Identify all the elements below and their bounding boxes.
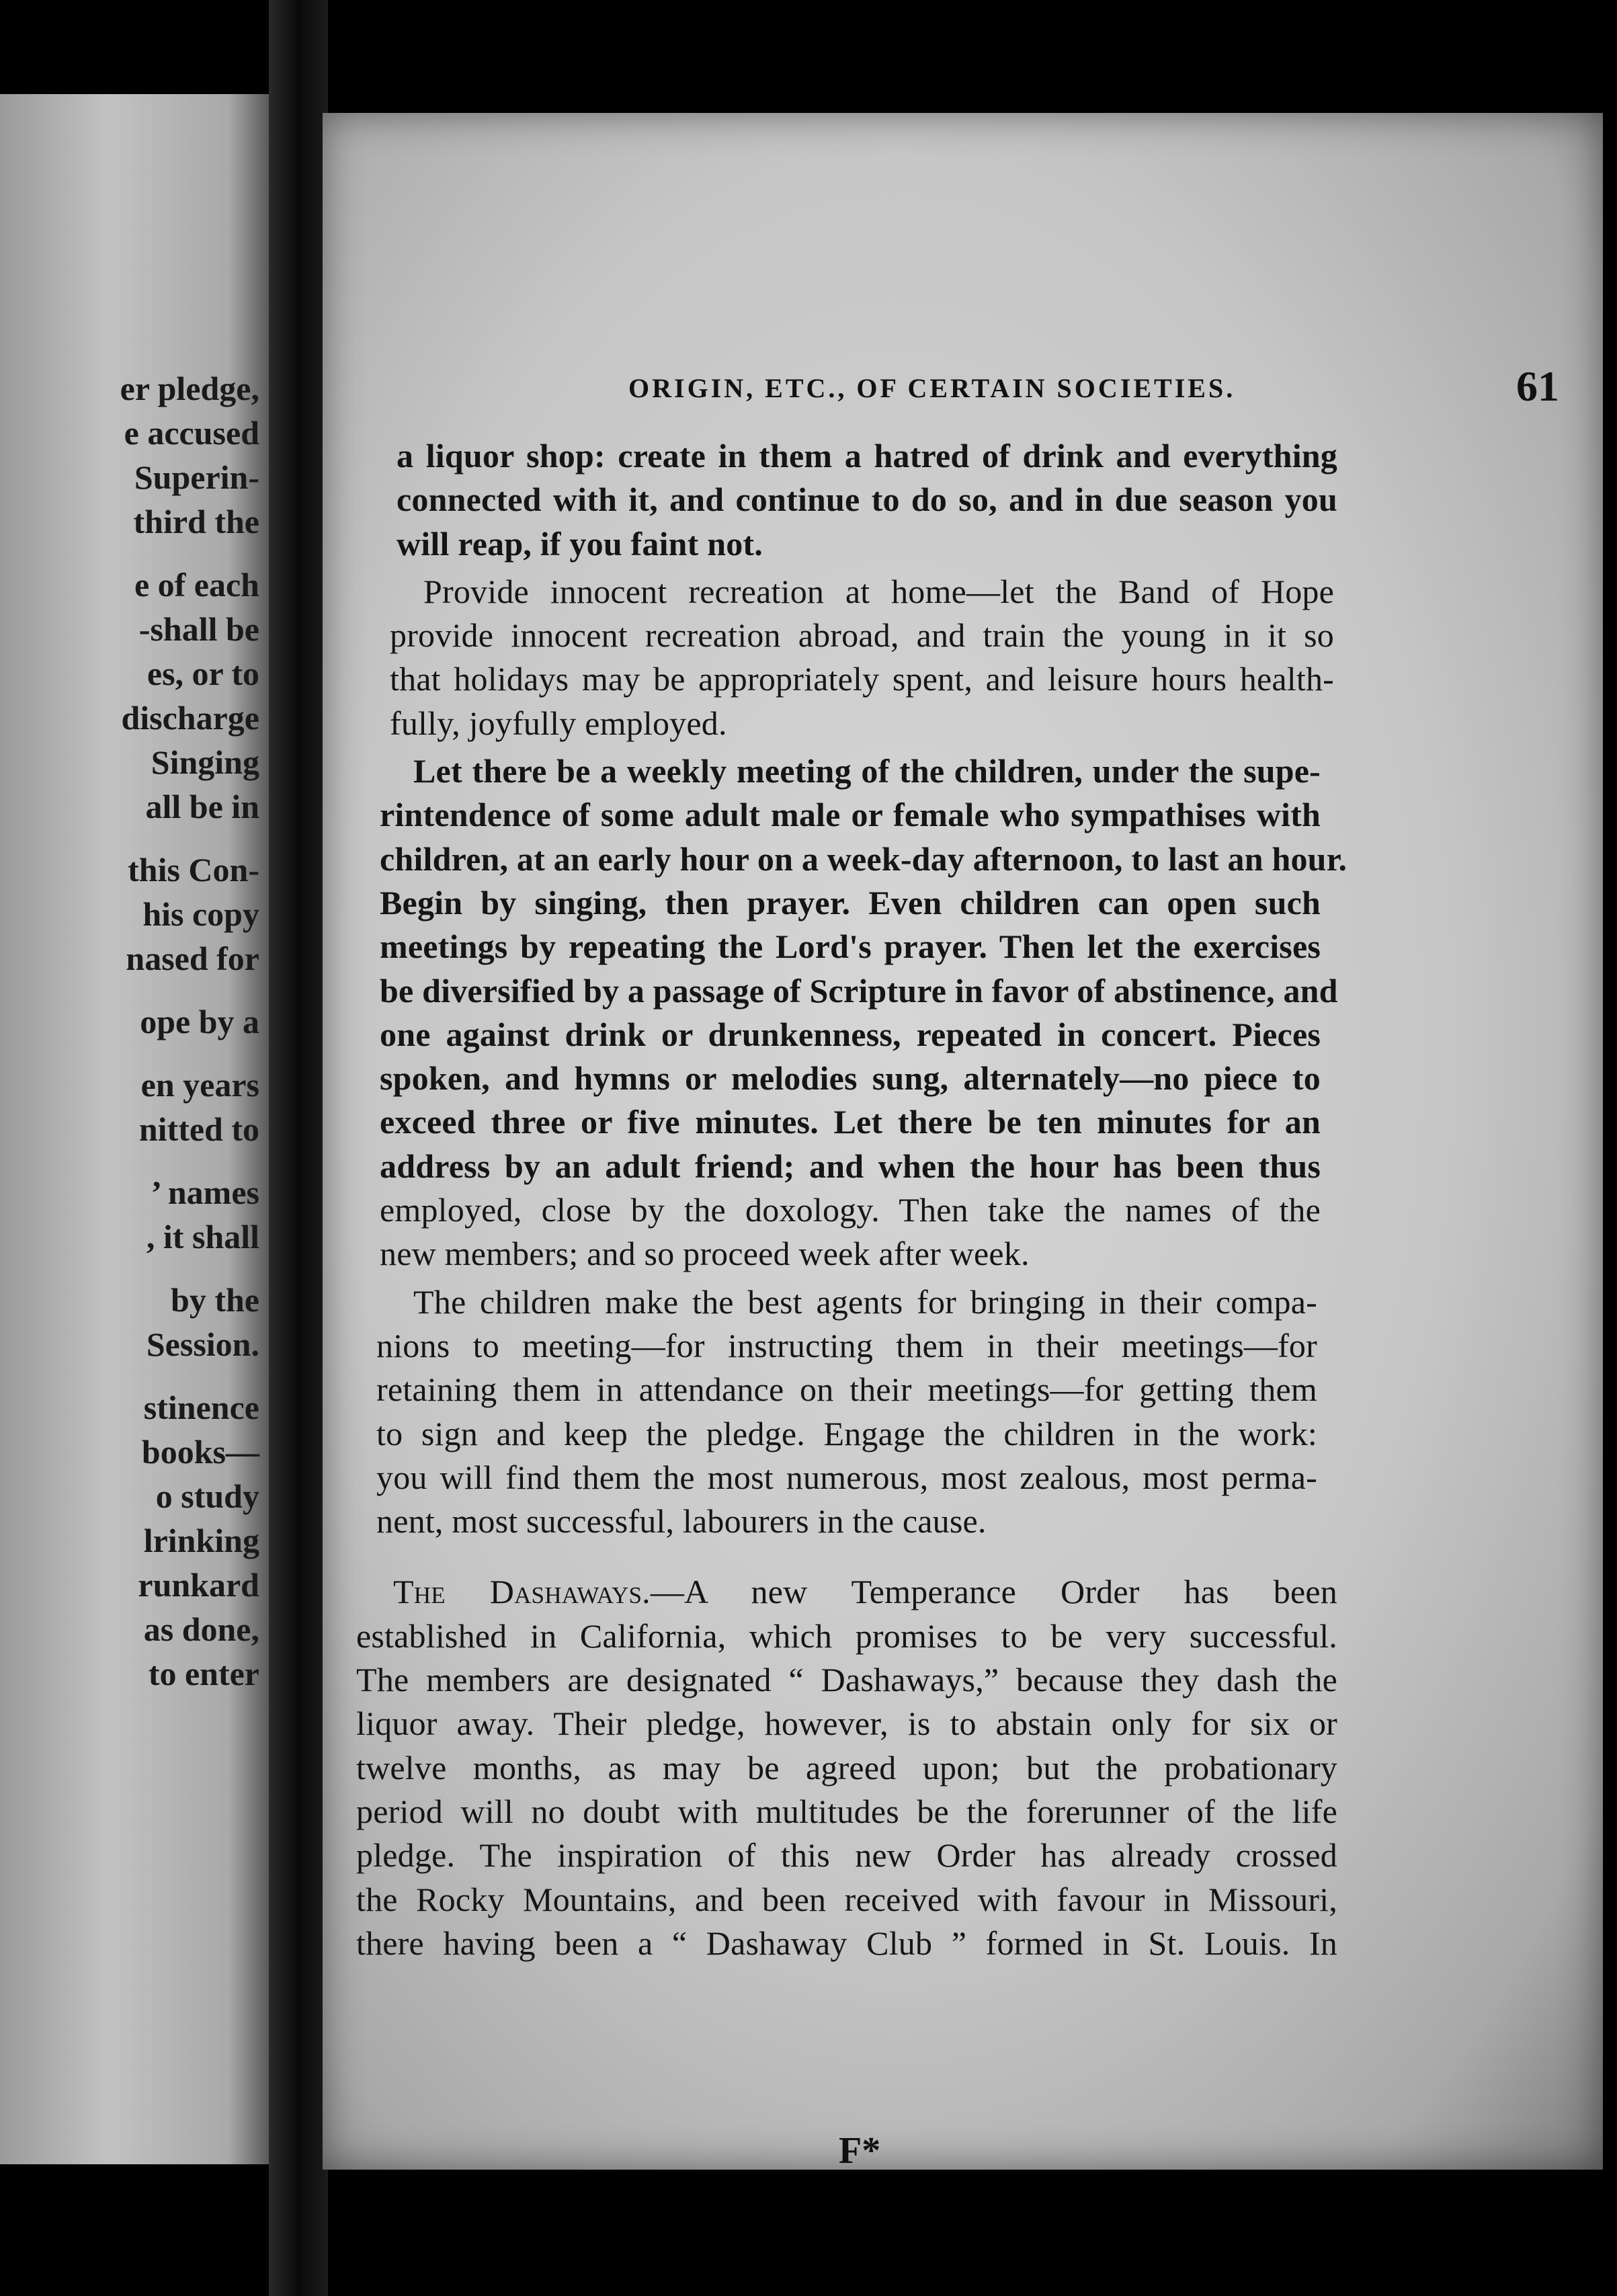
facing-page-line: lrinking	[143, 1522, 259, 1559]
text-line: to sign and keep the pledge. Engage the children in the work:	[376, 1414, 1317, 1452]
facing-page-line: nitted to	[138, 1110, 259, 1148]
facing-page-line: er pledge,	[120, 370, 259, 407]
text-line: address by an adult friend; and when the hour has been thus	[380, 1147, 1321, 1185]
text-line: exceed three or five minutes. Let there be ten minutes for an	[380, 1103, 1321, 1141]
text-line: the Rocky Mountains, and been received with favour in Missouri,	[356, 1880, 1337, 1918]
text-line: retaining them in attendance on their meetings—for getting them	[376, 1370, 1317, 1409]
facing-page-line: e of each	[134, 566, 259, 604]
book-page	[323, 113, 1603, 2170]
paragraph-2	[376, 570, 1334, 745]
page-body	[356, 434, 1348, 1965]
text-line: nions to meeting—for instructing them in their meetings—for	[376, 1326, 1317, 1364]
text-line: connected with it, and continue to do so, and in due season you	[397, 481, 1337, 519]
paragraph-4	[376, 1280, 1317, 1544]
facing-page-line: runkard	[138, 1566, 259, 1604]
text-line: rintendence of some adult male or female who sympathises with	[380, 796, 1321, 834]
facing-page-line: nased for	[126, 940, 259, 977]
text-line: spoken, and hymns or melodies sung, alternately—no piece to	[380, 1059, 1321, 1098]
facing-page-line: all be in	[145, 788, 259, 825]
facing-page-line: Superin-	[134, 458, 259, 496]
facing-page-line: stinence	[143, 1389, 259, 1426]
text-line: The members are designated “ Dashaways,” because they dash the	[356, 1661, 1337, 1699]
text-line: Provide innocent recreation at home—let the Band of Hope	[423, 572, 1334, 610]
text-line: pledge. The inspiration of this new Order has already crossed	[356, 1836, 1337, 1875]
facing-page-line: as done,	[143, 1610, 259, 1648]
facing-page-line: to enter	[148, 1655, 259, 1692]
facing-page-line: o study	[155, 1477, 259, 1515]
running-title: ORIGIN, ETC., OF CERTAIN SOCIETIES.	[628, 373, 1236, 403]
text-line: Let there be a weekly meeting of the children, under the supe-	[413, 752, 1321, 790]
lead-continuation: —A new Temperance Order has been	[650, 1573, 1337, 1611]
text-line: children, at an early hour on a week-day afternoon, to last an hour.	[380, 839, 1348, 878]
facing-page-line: by the	[171, 1281, 259, 1319]
facing-page-line: third the	[133, 503, 259, 540]
text-line: a liquor shop: create in them a hatred of drink and everything	[397, 437, 1337, 475]
facing-page-line: e accused	[124, 414, 259, 452]
paragraph-5	[356, 1570, 1337, 1965]
text-line: fully, joyfully employed.	[390, 704, 727, 742]
text-line: twelve months, as may be agreed upon; but the probationary	[356, 1748, 1337, 1787]
facing-page-line: this Con-	[128, 851, 259, 889]
signature-mark: F*	[839, 2130, 881, 2170]
text-line	[356, 1570, 1337, 1614]
text-line: that holidays may be appropriately spent, and leisure hours health-	[390, 660, 1334, 698]
text-line: period will no doubt with multitudes be the forerunner of the life	[356, 1792, 1337, 1830]
facing-page-line: Singing	[151, 743, 259, 781]
text-line: Begin by singing, then prayer. Even children can open such	[380, 883, 1321, 921]
facing-page-line: ope by a	[140, 1003, 259, 1040]
facing-page-line: , it shall	[146, 1218, 259, 1256]
page-number: 61	[1516, 362, 1559, 410]
text-line: there having been a “ Dashaway Club ” formed in St. Louis. In	[356, 1924, 1337, 1962]
text-line: new members; and so proceed week after week.	[380, 1235, 1030, 1273]
paragraph-1	[376, 434, 1337, 566]
facing-page-line: Session.	[146, 1325, 259, 1363]
text-line: you will find them the most numerous, most zealous, most perma-	[376, 1458, 1317, 1496]
facing-page-left	[0, 94, 269, 2164]
text-line: will reap, if you faint not.	[397, 524, 763, 563]
facing-page-line: ’ names	[151, 1174, 259, 1211]
text-line: employed, close by the doxology. Then take the names of the	[380, 1191, 1321, 1229]
text-line: be diversified by a passage of Scripture in favor of abstinence, and	[380, 971, 1338, 1010]
page-header	[608, 362, 1559, 422]
facing-page-line: -shall be	[138, 610, 259, 648]
paragraph-3	[376, 749, 1348, 1276]
text-line: The children make the best agents for bringing in their compa-	[413, 1282, 1317, 1321]
facing-page-line: en years	[140, 1066, 259, 1104]
text-line: established in California, which promises to be very successful.	[356, 1616, 1337, 1655]
text-line: nent, most successful, labourers in the cause.	[376, 1502, 987, 1541]
book-gutter	[269, 0, 328, 2296]
facing-page-line: his copy	[142, 895, 259, 933]
text-line: meetings by repeating the Lord's prayer. Then let the exercises	[380, 928, 1321, 966]
facing-page-line: es, or to	[147, 655, 259, 692]
section-lead: The Dashaways.	[393, 1573, 651, 1611]
text-line: one against drink or drunkenness, repeated in concert. Pieces	[380, 1015, 1321, 1053]
facing-page-line: books—	[141, 1433, 259, 1471]
facing-page-line: discharge	[121, 699, 259, 737]
text-line: provide innocent recreation abroad, and train the young in it so	[390, 616, 1334, 655]
text-line: liquor away. Their pledge, however, is to abstain only for six or	[356, 1705, 1337, 1743]
